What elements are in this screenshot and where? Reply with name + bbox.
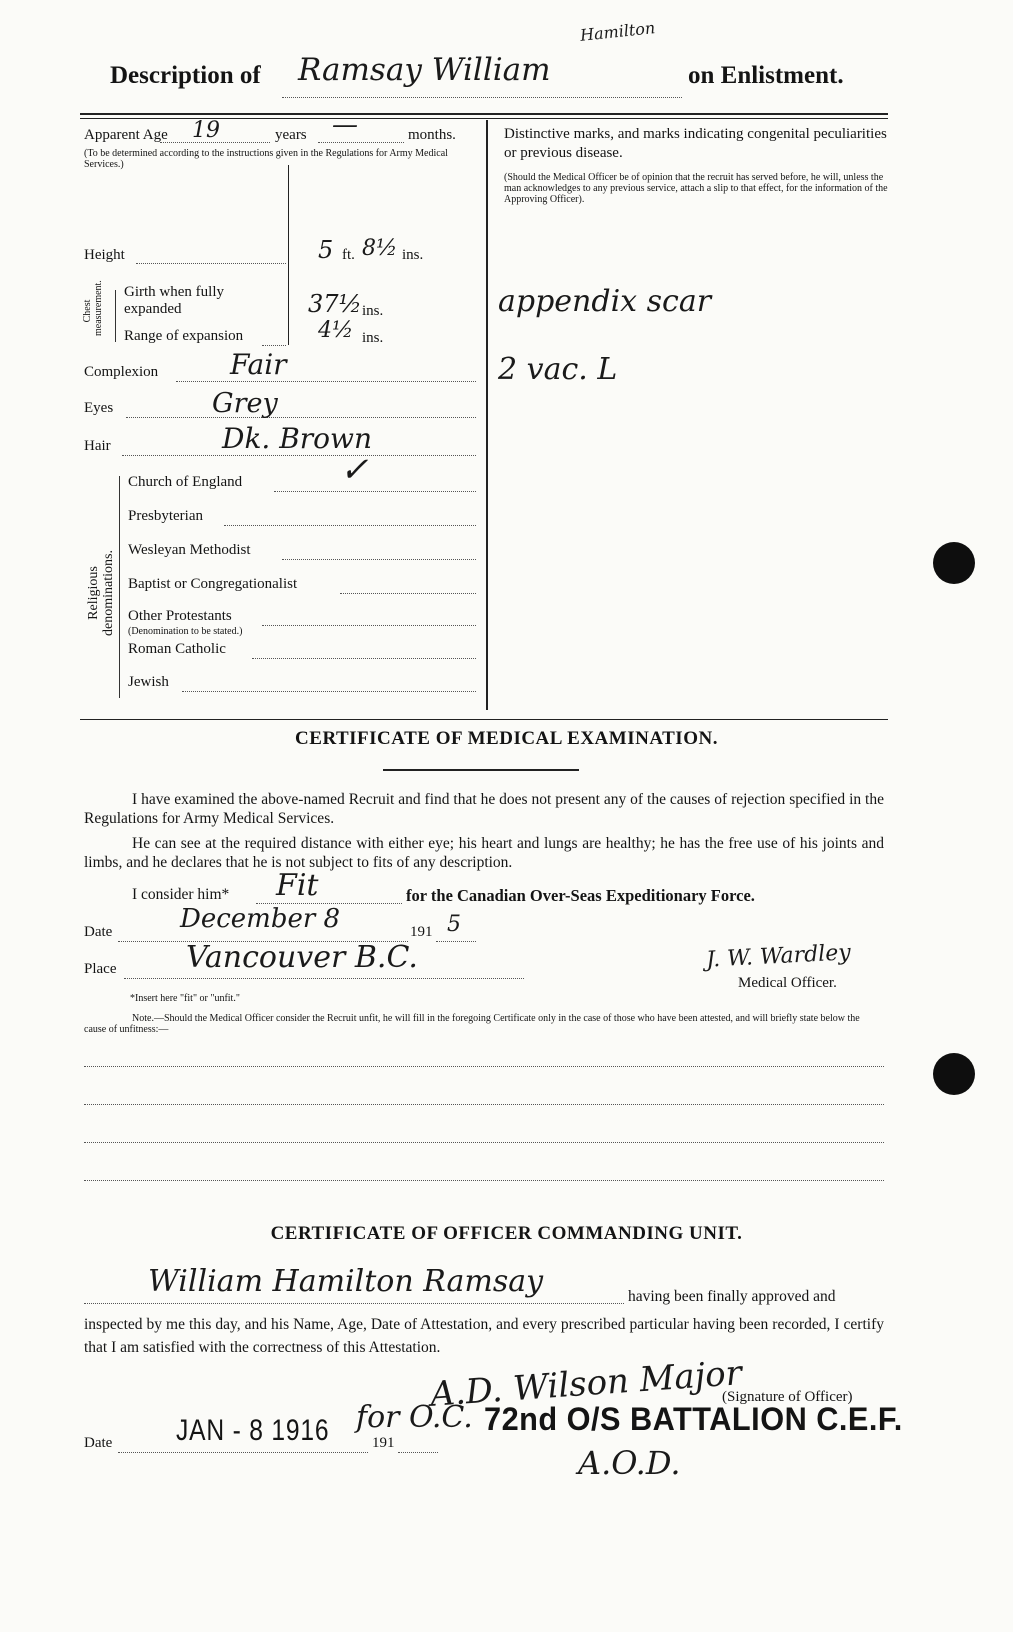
religion-presbyterian: Presbyterian — [128, 508, 203, 524]
medical-title-rule — [383, 769, 579, 771]
religion-jewish: Jewish — [128, 674, 169, 690]
hair-value: Dk. Brown — [222, 422, 373, 455]
aod-annotation: A.O.D. — [578, 1444, 681, 1482]
height-feet-value: 5 — [318, 236, 334, 264]
officer-certificate-title: CERTIFICATE OF OFFICER COMMANDING UNIT. — [270, 1223, 743, 1244]
unfit-note-label: Note. — [132, 1013, 154, 1024]
months-label: months. — [408, 127, 456, 143]
distinctive-marks-note: (Should the Medical Officer be of opinion that the recruit has served before, he will, unless the man acknowledges to any previous service, attach a slip to that effect, for the information of the Approving Officer). — [504, 172, 888, 205]
medical-year-value: 5 — [447, 912, 461, 937]
eyes-label: Eyes — [84, 400, 114, 416]
officer-signature: A.D. Wilson Major — [428, 1353, 744, 1415]
complexion-value: Fair — [230, 348, 287, 381]
medical-date-value: December 8 — [180, 904, 341, 934]
section-rule — [80, 719, 888, 720]
religion-label: Religious denominations. — [86, 550, 116, 636]
medical-officer-signature: J. W. Wardley — [705, 940, 852, 973]
unfit-note-text: —Should the Medical Officer consider the Recruit unfit, he will fill in the foregoing Certificate only in the case of those who have been attested, and will briefly state below the cause of unfitness:— — [84, 1013, 860, 1035]
officer-text-rest: inspected by me this day, and his Name, Age, Date of Attestation, and every prescribed particular having been recorded, I certify that I am satisfied with the correctness of this Attestation. — [84, 1316, 884, 1356]
enlistee-name: Ramsay William — [298, 52, 551, 88]
medical-paragraph-1: I have examined the above-named Recruit and find that he does not present any of the causes of rejection specified in the Regulations for Army Medical Services. — [84, 791, 884, 827]
range-value: 4½ — [318, 318, 354, 343]
age-years-value: 19 — [192, 118, 220, 143]
recruit-name-signature: William Hamilton Ramsay — [148, 1264, 544, 1299]
insert-note: *Insert here "fit" or "unfit." — [130, 993, 240, 1004]
punch-hole-upper — [933, 542, 975, 584]
fit-value: Fit — [276, 868, 319, 903]
officer-date-label: Date — [84, 1435, 113, 1451]
consider-suffix: for the Canadian Over-Seas Expeditionary Force. — [406, 886, 755, 905]
medical-date-label: Date — [84, 924, 113, 940]
feet-label: ft. — [342, 247, 355, 263]
age-months-value: — — [332, 110, 358, 140]
religion-roman-catholic: Roman Catholic — [128, 641, 226, 657]
medical-paragraph-2: He can see at the required distance with either eye; his heart and lungs are healthy; he has the free use of his joints and limbs, and he declares that he is not subject to fits of any description. — [84, 835, 884, 871]
distinctive-marks-heading: Distinctive marks, and marks indicating congenital peculiarities or previous disease. — [504, 126, 887, 161]
unfit-line-3 — [84, 1142, 884, 1143]
religion-wesleyan-methodist: Wesleyan Methodist — [128, 542, 251, 558]
officer-signature-label: (Signature of Officer) — [722, 1389, 853, 1405]
chest-label: Chest measurement. — [82, 280, 104, 336]
battalion-stamp: 72nd O/S BATTALION C.E.F. — [484, 1401, 903, 1437]
hair-label: Hair — [84, 438, 111, 454]
years-label: years — [275, 127, 307, 143]
complexion-label: Complexion — [84, 364, 159, 380]
consider-prefix: I consider him* — [132, 886, 230, 903]
officer-date-stamp: JAN - 8 1916 — [176, 1414, 330, 1447]
range-label: Range of expansion — [124, 328, 244, 344]
medical-certificate-title: CERTIFICATE OF MEDICAL EXAMINATION. — [295, 728, 718, 749]
religion-baptist: Baptist or Congregationalist — [128, 576, 298, 592]
girth-label: Girth when fully expanded — [124, 284, 224, 317]
enlistee-name-addition: Hamilton — [579, 18, 657, 45]
range-unit: ins. — [362, 330, 384, 346]
unfit-note — [84, 1013, 884, 1035]
height-label: Height — [84, 247, 125, 263]
top-rule — [80, 113, 888, 115]
medical-officer-label: Medical Officer. — [738, 975, 837, 991]
religion-church-of-england: Church of England — [128, 474, 243, 490]
unfit-line-1 — [84, 1066, 884, 1067]
officer-text-line-1: having been finally approved and — [628, 1288, 836, 1305]
unfit-line-2 — [84, 1104, 884, 1105]
punch-hole-lower — [933, 1053, 975, 1095]
age-note: (To be determined according to the instructions given in the Regulations for Army Medical Services.) — [84, 148, 448, 170]
religion-other-protestants: Other Protestants — [128, 608, 232, 624]
title-prefix: Description of — [110, 62, 261, 89]
eyes-value: Grey — [212, 388, 278, 419]
column-divider — [486, 120, 488, 710]
distinctive-marks-line-1: appendix scar — [498, 284, 712, 319]
medical-place-value: Vancouver B.C. — [186, 940, 418, 975]
girth-value: 37½ — [308, 290, 362, 318]
title-suffix: on Enlistment. — [688, 62, 844, 89]
medical-place-label: Place — [84, 961, 117, 977]
age-label: Apparent Age — [84, 127, 168, 143]
other-protestants-note: (Denomination to be stated.) — [128, 626, 243, 637]
unfit-line-4 — [84, 1180, 884, 1181]
measurements-divider — [288, 165, 289, 345]
medical-year-prefix: 191 — [410, 924, 433, 940]
officer-year-prefix: 191 — [372, 1435, 395, 1451]
girth-unit: ins. — [362, 303, 384, 319]
distinctive-marks-line-2: 2 vac. L — [498, 352, 618, 387]
inches-label: ins. — [402, 247, 424, 263]
religion-checkmark: ✓ — [340, 450, 369, 490]
height-inches-value: 8½ — [362, 236, 398, 261]
for-oc-text: for O.C. — [356, 1400, 473, 1435]
